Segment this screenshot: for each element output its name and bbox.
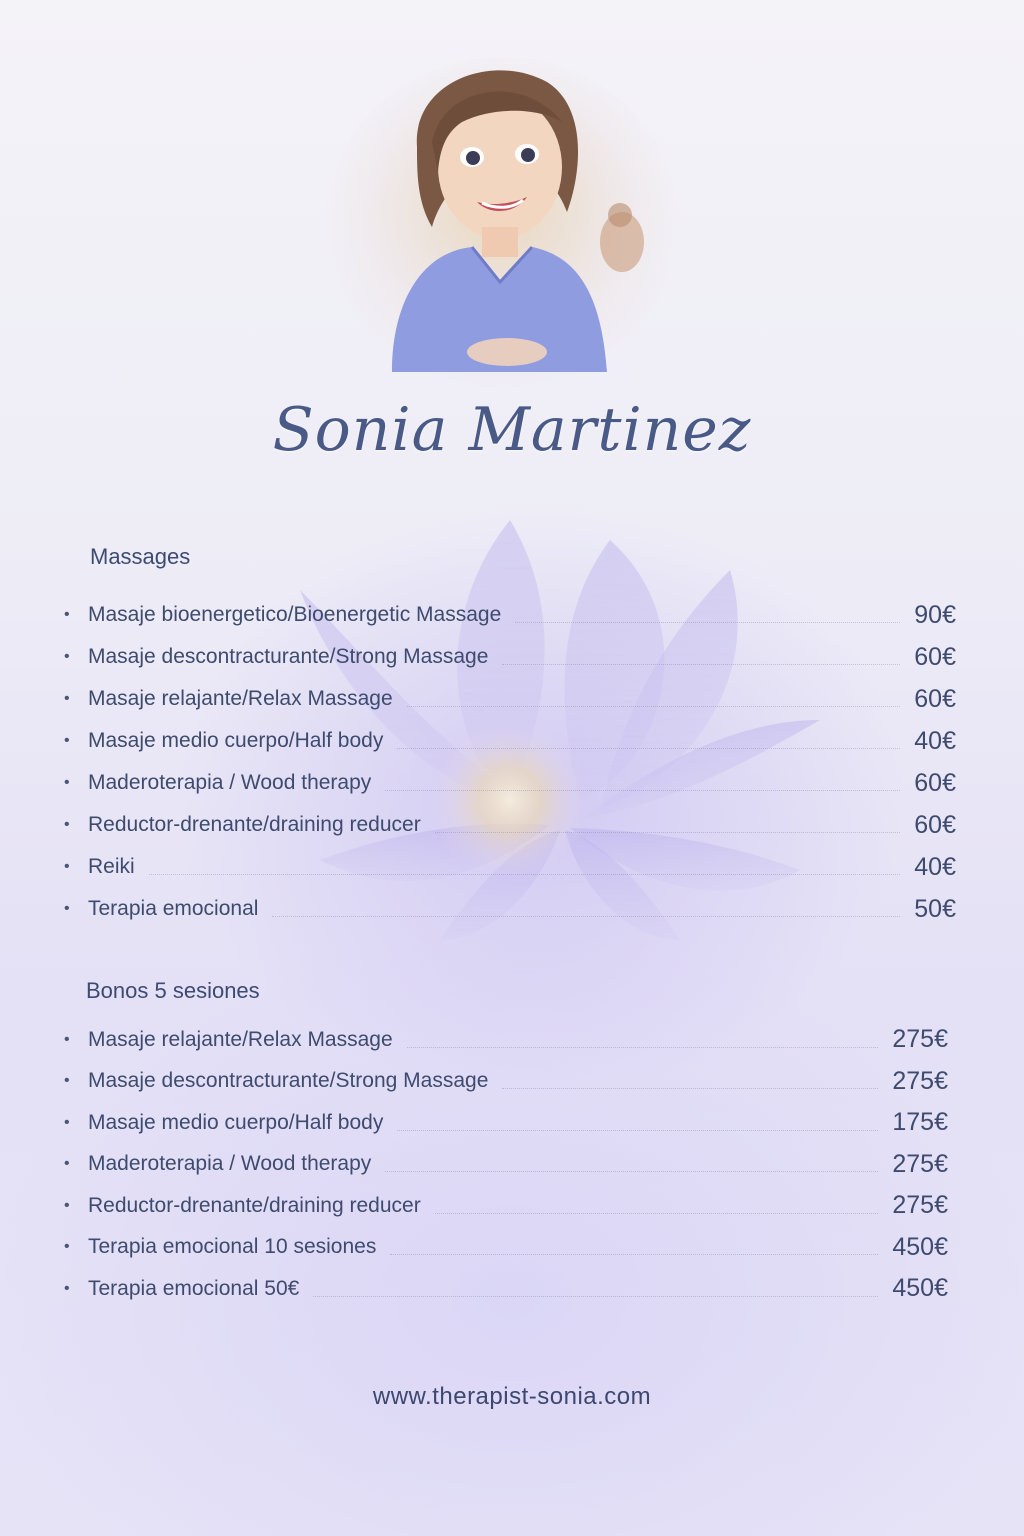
service-name: Masaje medio cuerpo/Half body [88,1110,384,1134]
bullet-icon: • [64,1279,70,1297]
service-name: Reductor-drenante/draining reducer [88,1193,421,1217]
service-price: 275€ [892,1025,948,1054]
service-name: Reiki [88,855,135,878]
service-price: 60€ [914,810,956,839]
service-name: Masaje bioenergetico/Bioenergetic Massage [88,603,502,626]
service-name: Maderoterapia / Wood therapy [88,1152,372,1176]
service-name: Terapia emocional 50€ [88,1276,300,1300]
bullet-icon: • [64,606,70,623]
service-price: 40€ [914,852,956,881]
list-item [64,1268,948,1310]
service-price: 450€ [892,1274,948,1303]
leader-dots [385,789,900,791]
list-item [64,678,956,720]
service-name: Masaje relajante/Relax Massage [88,1027,393,1051]
bonos-price-list [64,1019,948,1310]
service-name: Maderoterapia / Wood therapy [88,771,372,794]
bullet-icon: • [64,1196,70,1214]
bullet-icon: • [64,1030,70,1048]
list-item [64,720,956,762]
service-price: 40€ [914,726,956,755]
therapist-portrait [322,52,682,392]
leader-dots [407,705,901,707]
massages-price-list [64,594,956,930]
service-price: 175€ [892,1108,948,1137]
bullet-icon: • [64,774,70,791]
bullet-icon: • [64,732,70,749]
list-item [64,1227,948,1269]
service-name: Reductor-drenante/draining reducer [88,813,421,836]
leader-dots [149,873,901,875]
bullet-icon: • [64,858,70,875]
leader-dots [272,915,900,917]
list-item [64,1019,948,1061]
service-name: Masaje descontracturante/Strong Massage [88,1069,489,1093]
leader-dots [397,1129,878,1131]
leader-dots [515,621,900,623]
service-price: 60€ [914,684,956,713]
list-item [64,804,956,846]
bullet-icon: • [64,690,70,707]
list-item [64,594,956,636]
list-item [64,762,956,804]
list-item [64,636,956,678]
section-heading-massages: Massages [90,544,191,569]
service-price: 90€ [914,600,956,629]
service-price: 275€ [892,1191,948,1220]
leader-dots [435,831,901,833]
service-name: Masaje descontracturante/Strong Massage [88,645,489,668]
service-price: 60€ [914,642,956,671]
service-name: Terapia emocional [88,897,259,920]
leader-dots [390,1253,878,1255]
leader-dots [502,1087,878,1089]
section-heading-bonos: Bonos 5 sesiones [86,978,260,1003]
page-title: Sonia Martinez [272,395,752,465]
leader-dots [385,1170,878,1172]
list-item [64,1185,948,1227]
list-item [64,888,956,930]
leader-dots [313,1295,878,1297]
bullet-icon: • [64,1238,70,1256]
leader-dots [397,747,900,749]
website-link[interactable]: www.therapist-sonia.com [372,1383,652,1410]
service-price: 275€ [892,1066,948,1095]
bullet-icon: • [64,1155,70,1173]
service-price: 50€ [914,894,956,923]
list-item [64,846,956,888]
list-item [64,1061,948,1103]
service-price: 60€ [914,768,956,797]
service-price: 450€ [892,1232,948,1261]
service-name: Masaje relajante/Relax Massage [88,687,393,710]
bullet-icon: • [64,1113,70,1131]
service-name: Terapia emocional 10 sesiones [88,1235,377,1259]
leader-dots [435,1212,879,1214]
bullet-icon: • [64,816,70,833]
list-item [64,1144,948,1186]
bullet-icon: • [64,900,70,917]
list-item [64,1102,948,1144]
bullet-icon: • [64,648,70,665]
leader-dots [407,1046,879,1048]
bullet-icon: • [64,1072,70,1090]
service-name: Masaje medio cuerpo/Half body [88,729,384,752]
service-price: 275€ [892,1149,948,1178]
leader-dots [502,663,900,665]
